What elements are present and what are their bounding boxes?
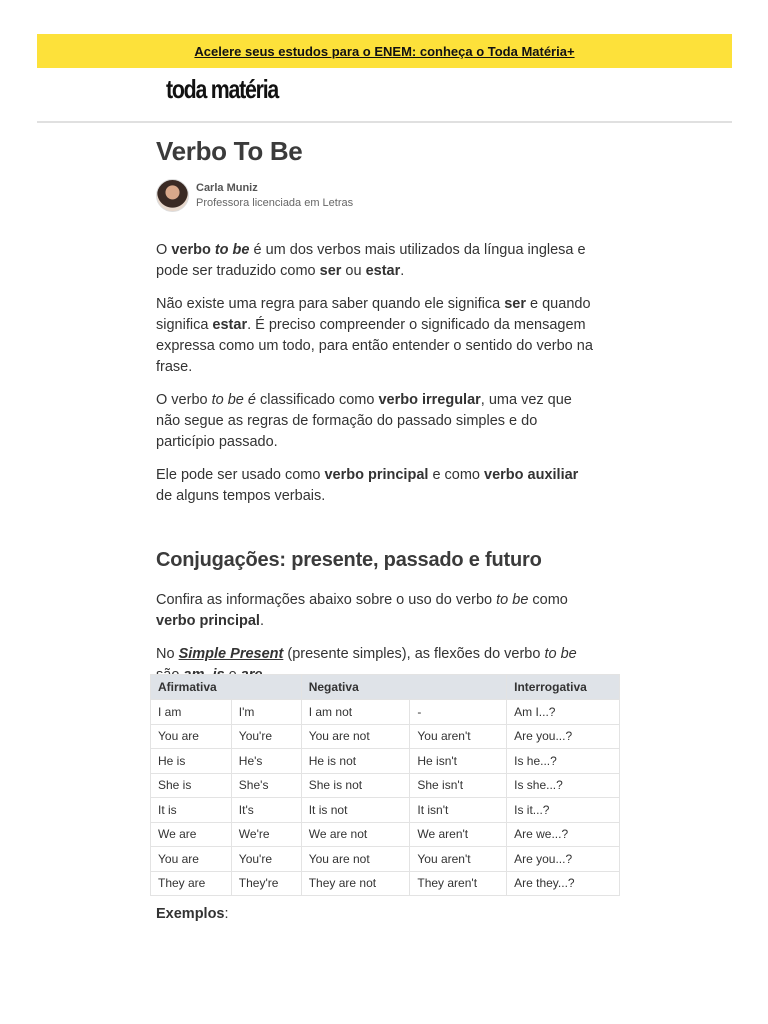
- table-cell: You aren't: [410, 724, 507, 749]
- paragraph-confira: Confira as informações abaixo sobre o uso do verbo to be como verbo principal.: [156, 592, 568, 629]
- table-cell: I am: [151, 700, 232, 725]
- author-role: Professora licenciada em Letras: [196, 196, 354, 209]
- site-logo[interactable]: toda matéria: [166, 74, 279, 104]
- table-cell: We're: [231, 822, 301, 847]
- table-cell: She isn't: [410, 773, 507, 798]
- table-cell: Is it...?: [507, 798, 620, 823]
- table-cell: Is she...?: [507, 773, 620, 798]
- table-cell: It is not: [301, 798, 410, 823]
- table-cell: You aren't: [410, 847, 507, 872]
- table-cell: It isn't: [410, 798, 507, 823]
- table-cell: We are not: [301, 822, 410, 847]
- page-title: Verbo To Be: [156, 136, 303, 166]
- table-cell: Am I...?: [507, 700, 620, 725]
- section-title: Conjugações: presente, passado e futuro: [156, 549, 542, 571]
- table-cell: You are not: [301, 724, 410, 749]
- table-cell: It's: [231, 798, 301, 823]
- examples-heading: Exemplos:: [156, 906, 229, 922]
- table-row: [151, 724, 620, 749]
- table-cell: She's: [231, 773, 301, 798]
- intro-paragraph: O verbo to be é um dos verbos mais utilizados da língua inglesa e pode ser traduzido como ser ou estar.: [156, 242, 586, 279]
- table-cell: -: [410, 700, 507, 725]
- promo-banner-link[interactable]: Acelere seus estudos para o ENEM: conheça o Toda Matéria+: [194, 43, 575, 59]
- author-block: [156, 179, 596, 212]
- table-cell: You are not: [301, 847, 410, 872]
- table-cell: You're: [231, 847, 301, 872]
- header-divider: [37, 121, 732, 123]
- table-cell: Are we...?: [507, 822, 620, 847]
- table-cell: You are: [151, 724, 232, 749]
- table-row: [151, 773, 620, 798]
- header-afirmativa: Afirmativa: [151, 675, 302, 700]
- paragraph-usage: Ele pode ser usado como verbo principal e como verbo auxiliar de alguns tempos verbais.: [156, 467, 579, 504]
- table-header-row: [151, 675, 620, 700]
- table-cell: Are you...?: [507, 724, 620, 749]
- table-cell: We aren't: [410, 822, 507, 847]
- table-cell: You are: [151, 847, 232, 872]
- table-cell: Is he...?: [507, 749, 620, 774]
- table-cell: I'm: [231, 700, 301, 725]
- table-cell: You're: [231, 724, 301, 749]
- paragraph-simple-present: No Simple Present (presente simples), as flexões do verbo to be: [156, 646, 577, 662]
- conjugation-table: [150, 674, 620, 896]
- table-row: [151, 700, 620, 725]
- table-cell: They are not: [301, 871, 410, 896]
- table-cell: He is not: [301, 749, 410, 774]
- table-row: [151, 749, 620, 774]
- table-cell: They are: [151, 871, 232, 896]
- table-cell: It is: [151, 798, 232, 823]
- table-cell: He isn't: [410, 749, 507, 774]
- table-row: [151, 871, 620, 896]
- paragraph-meaning: Não existe uma regra para saber quando ele significa ser e quando significa estar. É preciso compreender o significado da mensagem expressa como um todo, para então entender o sentido do verbo na frase.: [156, 296, 593, 375]
- table-row: [151, 847, 620, 872]
- table-cell: Are you...?: [507, 847, 620, 872]
- table-row: [151, 798, 620, 823]
- table-cell: We are: [151, 822, 232, 847]
- table-cell: They aren't: [410, 871, 507, 896]
- table-cell: I am not: [301, 700, 410, 725]
- table-cell: He is: [151, 749, 232, 774]
- avatar: [156, 179, 189, 212]
- simple-present-link[interactable]: Simple Present: [178, 646, 284, 662]
- article-body: [156, 136, 596, 686]
- header-negativa: Negativa: [301, 675, 506, 700]
- table-cell: He's: [231, 749, 301, 774]
- table-cell: She is not: [301, 773, 410, 798]
- header-interrogativa: Interrogativa: [507, 675, 620, 700]
- author-name: Carla Muniz: [196, 181, 258, 194]
- table-cell: She is: [151, 773, 232, 798]
- table-row: [151, 822, 620, 847]
- paragraph-irregular: O verbo to be é classificado como verbo irregular, uma vez que não segue as regras de formação do passado simples e do particípio passado.: [156, 392, 572, 450]
- promo-banner[interactable]: [37, 34, 732, 68]
- table-cell: Are they...?: [507, 871, 620, 896]
- table-cell: They're: [231, 871, 301, 896]
